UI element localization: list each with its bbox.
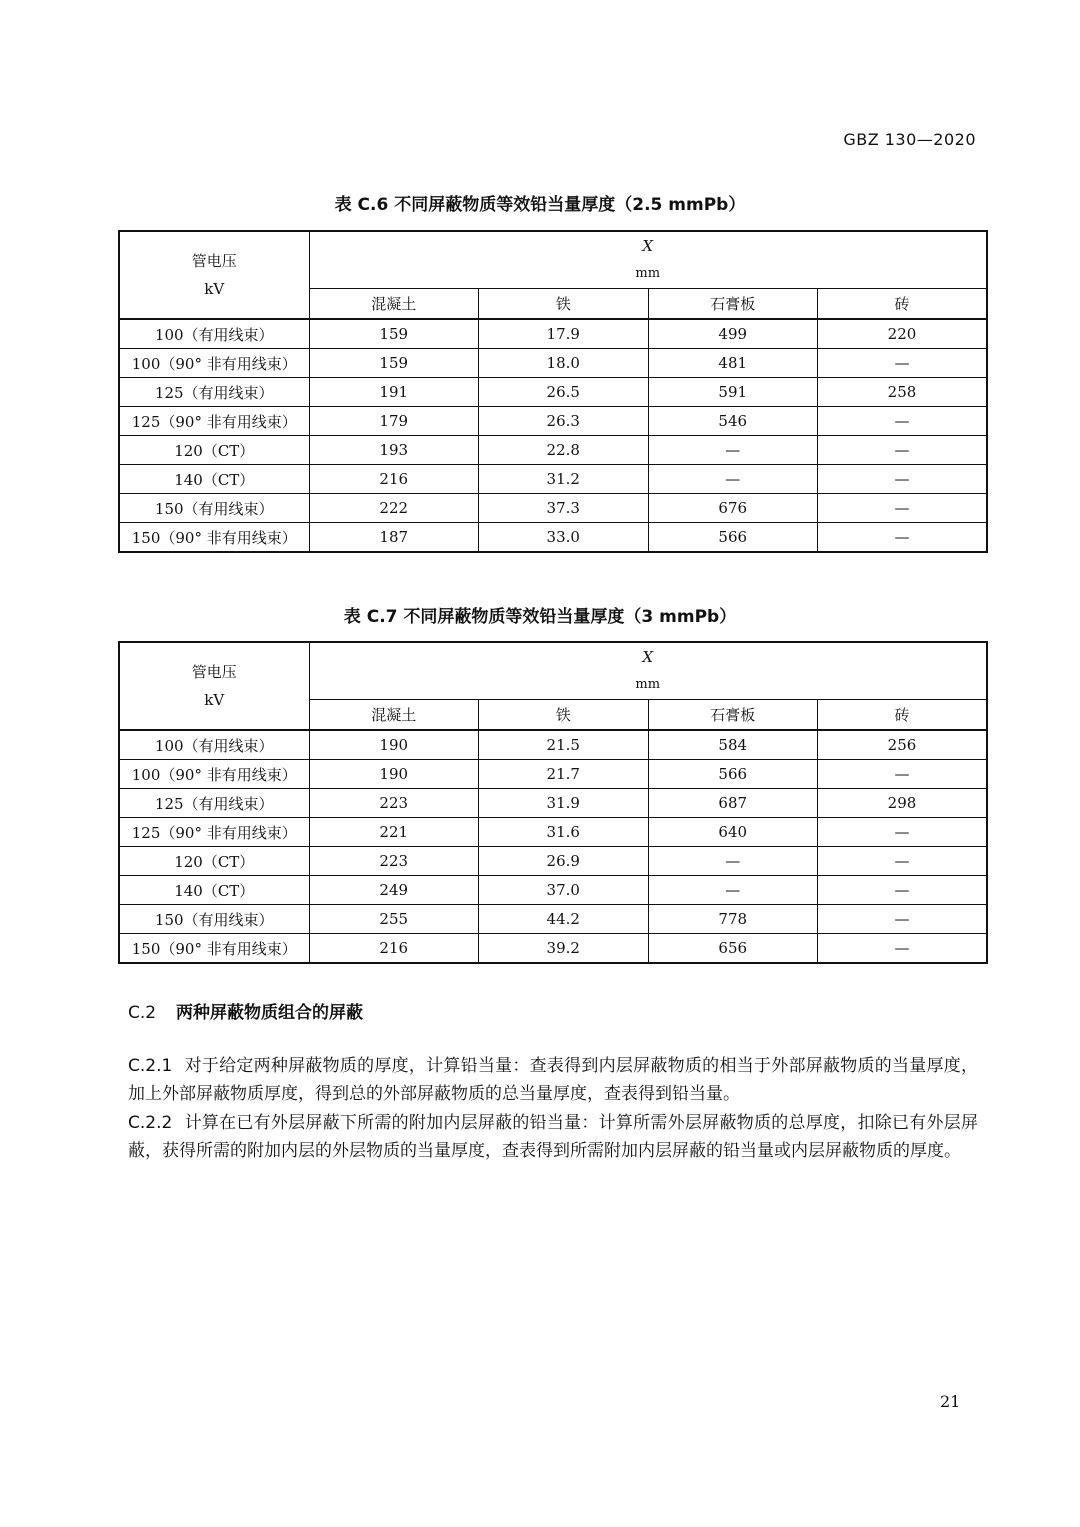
cell: — xyxy=(648,465,818,494)
table-row xyxy=(119,876,987,905)
cell: 499 xyxy=(648,319,818,349)
paragraph-text: 对于给定两种屏蔽物质的厚度，计算铅当量：查表得到内层屏蔽物质的相当于外部屏蔽物质的当量厚度，加上外部屏蔽物质厚度，得到总的外部屏蔽物质的总当量厚度，查表得到铅当量。 xyxy=(128,1056,978,1104)
table-row xyxy=(119,378,987,407)
cell: 159 xyxy=(309,319,479,349)
cell: 193 xyxy=(309,436,479,465)
row-label: 120（CT） xyxy=(119,847,309,876)
table-c7 xyxy=(118,641,988,964)
thickness-symbol: X xyxy=(642,237,654,255)
cell: — xyxy=(648,847,818,876)
cell: — xyxy=(818,876,988,905)
cell: — xyxy=(818,523,988,553)
cell: 220 xyxy=(818,319,988,349)
cell: — xyxy=(818,494,988,523)
cell: 591 xyxy=(648,378,818,407)
table-row xyxy=(119,789,987,818)
column-header: 混凝土 xyxy=(309,700,479,731)
column-header: 铁 xyxy=(479,289,649,320)
cell: 566 xyxy=(648,523,818,553)
cell: — xyxy=(818,818,988,847)
page-number: 21 xyxy=(940,1392,961,1411)
paragraph-c22 xyxy=(128,1109,978,1165)
cell: — xyxy=(818,934,988,964)
row-label: 125（90° 非有用线束） xyxy=(119,407,309,436)
row-label: 150（90° 非有用线束） xyxy=(119,523,309,553)
column-header: 砖 xyxy=(818,289,988,320)
tube-voltage-unit: kV xyxy=(204,280,225,298)
cell: 222 xyxy=(309,494,479,523)
cell: 39.2 xyxy=(479,934,649,964)
cell: 223 xyxy=(309,847,479,876)
cell: 258 xyxy=(818,378,988,407)
cell: 31.2 xyxy=(479,465,649,494)
cell: 656 xyxy=(648,934,818,964)
cell: 584 xyxy=(648,730,818,760)
tube-voltage-label: 管电压 xyxy=(191,663,237,681)
table-row xyxy=(119,494,987,523)
cell: 298 xyxy=(818,789,988,818)
cell: 778 xyxy=(648,905,818,934)
paragraph-number: C.2.2 xyxy=(128,1113,173,1133)
section-heading xyxy=(128,998,363,1023)
table-c6-caption: 表 C.6 不同屏蔽物质等效铅当量厚度（2.5 mmPb） xyxy=(334,195,746,215)
cell: 546 xyxy=(648,407,818,436)
table-row xyxy=(119,407,987,436)
standard-code: GBZ 130—2020 xyxy=(843,130,976,149)
table-row xyxy=(119,436,987,465)
cell: 640 xyxy=(648,818,818,847)
cell: 676 xyxy=(648,494,818,523)
cell: 26.5 xyxy=(479,378,649,407)
cell: 21.5 xyxy=(479,730,649,760)
tube-voltage-label: 管电压 xyxy=(191,252,237,270)
cell: — xyxy=(818,905,988,934)
row-label: 140（CT） xyxy=(119,876,309,905)
column-header: 砖 xyxy=(818,700,988,731)
row-label: 100（有用线束） xyxy=(119,319,309,349)
row-label: 150（有用线束） xyxy=(119,494,309,523)
cell: — xyxy=(818,760,988,789)
cell: 187 xyxy=(309,523,479,553)
cell: — xyxy=(818,847,988,876)
thickness-header xyxy=(309,642,987,700)
cell: — xyxy=(818,436,988,465)
paragraph-text: 计算在已有外层屏蔽下所需的附加内层屏蔽的铅当量：计算所需外层屏蔽物质的总厚度，扣除已有外层屏蔽，获得所需的附加内层的外层物质的当量厚度，查表得到所需附加内层屏蔽的铅当量或内层屏蔽物质的厚度。 xyxy=(128,1113,978,1161)
cell: — xyxy=(818,407,988,436)
cell: 31.9 xyxy=(479,789,649,818)
cell: 26.3 xyxy=(479,407,649,436)
paragraph-number: C.2.1 xyxy=(128,1056,173,1076)
paragraph-c21 xyxy=(128,1052,978,1108)
cell: 481 xyxy=(648,349,818,378)
cell: 18.0 xyxy=(479,349,649,378)
table-row xyxy=(119,523,987,553)
tube-voltage-unit: kV xyxy=(204,691,225,709)
row-label: 140（CT） xyxy=(119,465,309,494)
tube-voltage-header xyxy=(119,642,309,730)
cell: 221 xyxy=(309,818,479,847)
thickness-unit: mm xyxy=(635,677,661,692)
table-row xyxy=(119,760,987,789)
cell: 33.0 xyxy=(479,523,649,553)
row-label: 120（CT） xyxy=(119,436,309,465)
cell: 566 xyxy=(648,760,818,789)
cell: 256 xyxy=(818,730,988,760)
column-header: 石膏板 xyxy=(648,289,818,320)
section-number: C.2 xyxy=(128,1003,157,1023)
cell: 216 xyxy=(309,465,479,494)
cell: 37.0 xyxy=(479,876,649,905)
cell: 255 xyxy=(309,905,479,934)
table-row xyxy=(119,847,987,876)
table-row xyxy=(119,905,987,934)
cell: 687 xyxy=(648,789,818,818)
cell: 37.3 xyxy=(479,494,649,523)
cell: 190 xyxy=(309,760,479,789)
table-row xyxy=(119,349,987,378)
cell: 22.8 xyxy=(479,436,649,465)
thickness-symbol: X xyxy=(642,648,654,666)
cell: — xyxy=(818,465,988,494)
table-row xyxy=(119,934,987,964)
cell: 31.6 xyxy=(479,818,649,847)
cell: — xyxy=(648,876,818,905)
tube-voltage-header xyxy=(119,231,309,319)
section-title: 两种屏蔽物质组合的屏蔽 xyxy=(176,1003,363,1023)
row-label: 125（90° 非有用线束） xyxy=(119,818,309,847)
row-label: 125（有用线束） xyxy=(119,789,309,818)
row-label: 125（有用线束） xyxy=(119,378,309,407)
thickness-unit: mm xyxy=(635,266,661,281)
cell: 159 xyxy=(309,349,479,378)
row-label: 150（有用线束） xyxy=(119,905,309,934)
table-row xyxy=(119,818,987,847)
cell: 179 xyxy=(309,407,479,436)
thickness-header xyxy=(309,231,987,289)
row-label: 100（90° 非有用线束） xyxy=(119,349,309,378)
cell: 21.7 xyxy=(479,760,649,789)
table-c6 xyxy=(118,230,988,553)
cell: — xyxy=(818,349,988,378)
row-label: 100（90° 非有用线束） xyxy=(119,760,309,789)
cell: 249 xyxy=(309,876,479,905)
row-label: 150（90° 非有用线束） xyxy=(119,934,309,964)
cell: 44.2 xyxy=(479,905,649,934)
cell: 223 xyxy=(309,789,479,818)
table-row xyxy=(119,465,987,494)
column-header: 铁 xyxy=(479,700,649,731)
table-row xyxy=(119,319,987,349)
table-row xyxy=(119,730,987,760)
column-header: 石膏板 xyxy=(648,700,818,731)
cell: 216 xyxy=(309,934,479,964)
cell: — xyxy=(648,436,818,465)
row-label: 100（有用线束） xyxy=(119,730,309,760)
cell: 17.9 xyxy=(479,319,649,349)
cell: 191 xyxy=(309,378,479,407)
column-header: 混凝土 xyxy=(309,289,479,320)
cell: 26.9 xyxy=(479,847,649,876)
cell: 190 xyxy=(309,730,479,760)
table-c7-caption: 表 C.7 不同屏蔽物质等效铅当量厚度（3 mmPb） xyxy=(343,607,737,627)
